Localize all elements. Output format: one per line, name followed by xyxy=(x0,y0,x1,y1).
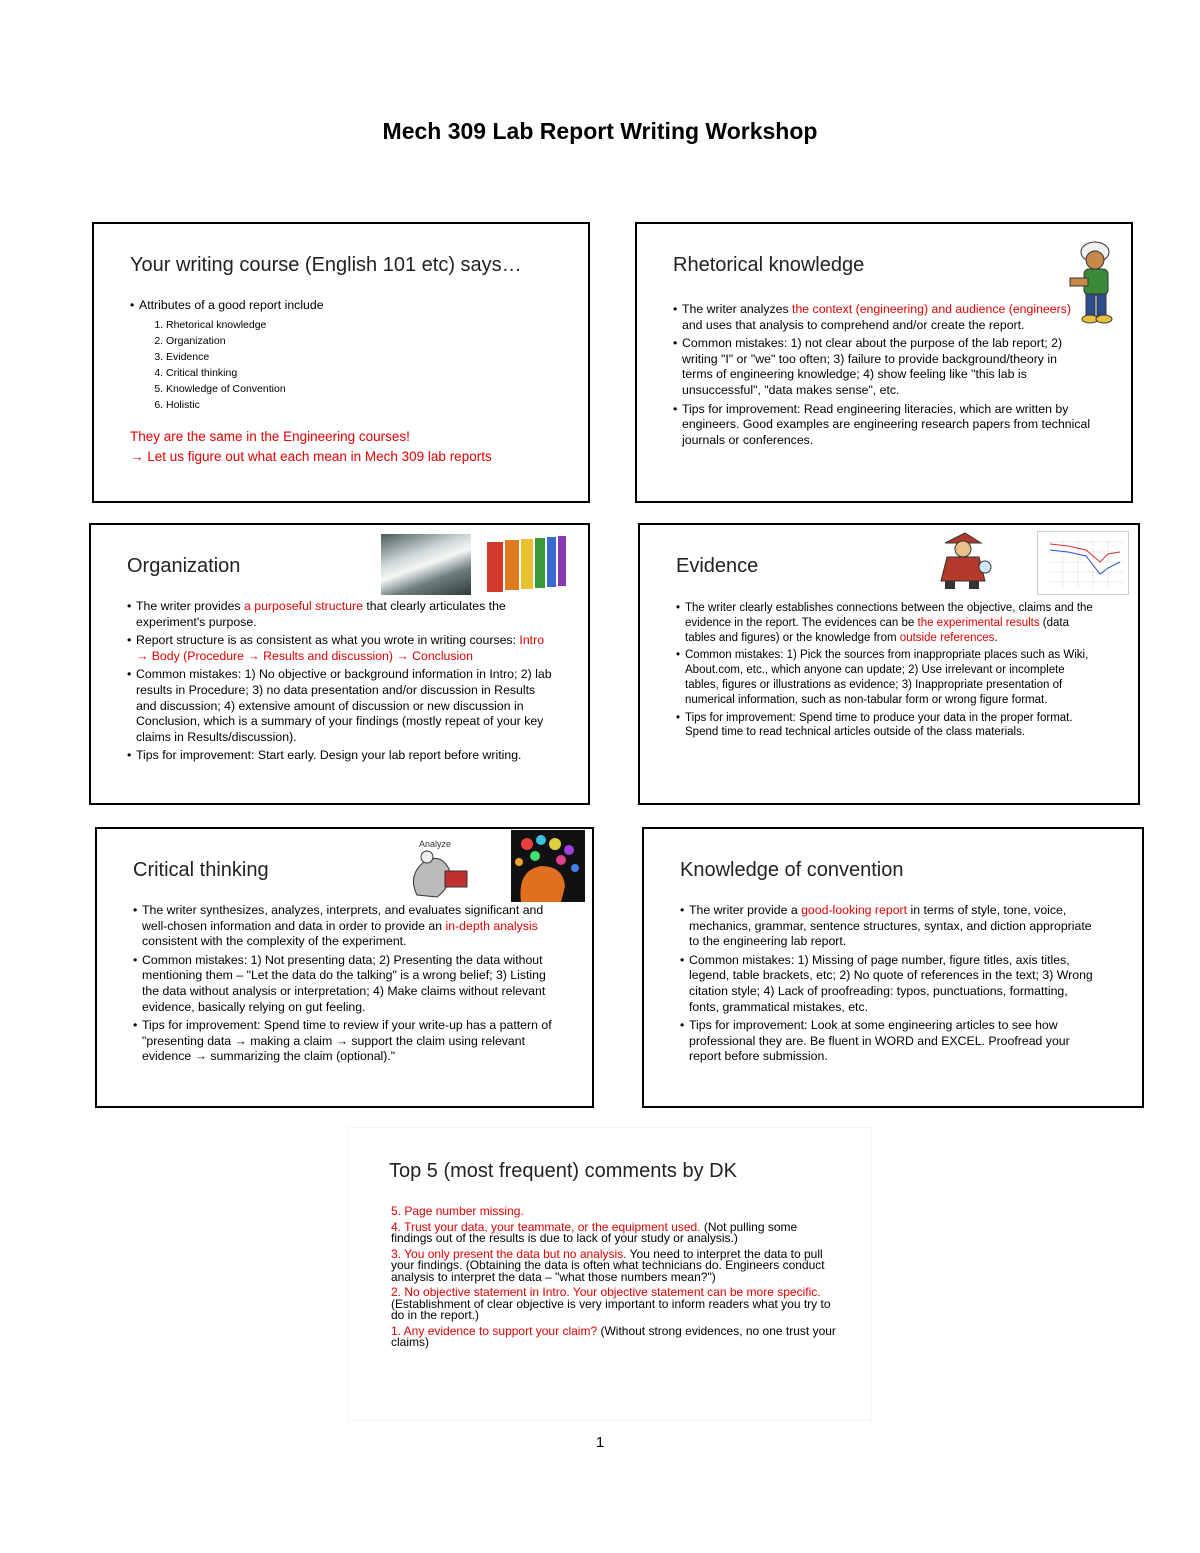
slide-body xyxy=(673,302,1091,451)
slide-title: Your writing course (English 101 etc) says… xyxy=(130,254,522,276)
bullet: • Tips for improvement: Start early. Design your lab report before writing. xyxy=(127,748,557,764)
binders-photo xyxy=(483,534,573,595)
slide-top5-comments xyxy=(348,1127,872,1421)
slide-body xyxy=(130,298,570,467)
slide-title: Rhetorical knowledge xyxy=(673,254,865,276)
list-item: 6. Holistic xyxy=(166,397,570,413)
analysis-cartoon xyxy=(397,835,479,903)
attributes-list xyxy=(130,317,570,413)
bullet: • The writer provides a purposeful structure that clearly articulates the experiment's purpose. xyxy=(127,599,557,630)
bullet: • The writer analyzes the context (engineering) and audience (engineers) and uses that analysis to comprehend and/or create the report. xyxy=(673,302,1091,333)
bullet: • Tips for improvement: Spend time to produce your data in the proper format. Spend time to read technical articles outside of the class materials. xyxy=(676,711,1101,741)
slide-critical-thinking xyxy=(95,827,594,1108)
slide-body xyxy=(133,903,553,1068)
slide-writing-course xyxy=(92,222,590,503)
list-item: 4. Critical thinking xyxy=(166,365,570,381)
bullet: • Attributes of a good report include xyxy=(130,298,570,314)
comment-3: 3. You only present the data but no analysis. You need to interpret the data to pull your findings. (Obtaining the data is often what technicians do. Engineers conduct analysis to interpret the data – "what those numbers mean?") xyxy=(391,1246,825,1284)
comment-5: 5. Page number missing. xyxy=(391,1204,524,1218)
list-item: 2. Organization xyxy=(166,333,570,349)
bullet: • Report structure is as consistent as what you wrote in writing courses: Intro → Body (Procedure → Results and discussion) → Conclusion xyxy=(127,633,557,664)
slide-title: Organization xyxy=(127,555,241,577)
slide-evidence xyxy=(638,523,1140,805)
slide-organization xyxy=(89,523,590,805)
slide-body xyxy=(127,599,557,767)
comment-4: 4. Trust your data, your teammate, or the equipment used. (Not pulling some findings out of the results is due to lack of your study or analysis.) xyxy=(391,1219,798,1245)
bullet: • Common mistakes: 1) not clear about the purpose of the lab report; 2) writing "I" or "we" too often; 3) failure to provide background/theory in terms of engineering knowledge; 4) show feeling like "this lab is unsuccessful", "data makes sense", etc. xyxy=(673,336,1091,398)
list-item: 3. Evidence xyxy=(166,349,570,365)
comment-1: 1. Any evidence to support your claim? (Without strong evidences, no one trust your claims) xyxy=(391,1323,836,1349)
list-item: 5. Knowledge of Convention xyxy=(166,381,570,397)
slide-rhetorical-knowledge xyxy=(635,222,1133,503)
slide-title: Evidence xyxy=(676,555,759,577)
brain-ideas-illustration xyxy=(511,830,585,902)
slide-body xyxy=(391,1206,841,1353)
bullet: • Tips for improvement: Spend time to review if your write-up has a pattern of "presenting data → making a claim → support the claim using relevant evidence → summarizing the claim (optional)." xyxy=(133,1018,553,1065)
note: → Let us figure out what each mean in Mech 309 lab reports xyxy=(130,448,492,464)
bullet: • The writer synthesizes, analyzes, interprets, and evaluates significant and well-chosen information and data in order to provide an in-depth analysis consistent with the complexity of the experiment. xyxy=(133,903,553,950)
bullet: • The writer provide a good-looking report in terms of style, tone, voice, mechanics, grammar, sentence structures, syntax, and diction appropriate to the engineering lab report. xyxy=(680,903,1100,950)
bullet: • Tips for improvement: Read engineering literacies, which are written by engineers. Good examples are engineering research papers from technical journals or conferences. xyxy=(673,402,1091,449)
slide-knowledge-of-convention xyxy=(642,827,1144,1108)
line-chart-thumbnail xyxy=(1037,531,1129,595)
list-item: 1. Rhetorical knowledge xyxy=(166,317,570,333)
comment-2: 2. No objective statement in Intro. Your objective statement can be more specific. (Establishment of clear objective is very important to inform readers what you try to do in the report.) xyxy=(391,1285,831,1322)
slide-title: Top 5 (most frequent) comments by DK xyxy=(389,1160,737,1182)
river-photo xyxy=(381,534,471,595)
page-title: Mech 309 Lab Report Writing Workshop xyxy=(382,118,818,144)
note: They are the same in the Engineering courses! xyxy=(130,428,410,444)
detective-illustration xyxy=(925,529,997,591)
bullet: • Common mistakes: 1) Not presenting data; 2) Presenting the data without mentioning them – "Let the data do the talking" is a wrong belief; 3) Listing the data without analysis or interpretation; 4) Make claims without relevant evidence, basically relying on gut feeling. xyxy=(133,953,553,1015)
bullet: • Common mistakes: 1) Missing of page number, figure titles, axis titles, legend, table brackets, etc; 2) No quote of references in the text; 3) Wrong citation style; 4) Lack of proofreading: typos, punctuations, formatting, fonts, grammatical mistakes, etc. xyxy=(680,953,1100,1015)
bullet: • The writer clearly establishes connections between the objective, claims and the evidence in the report. The evidences can be the experimental results (data tables and figures) or the knowledge from outside references. xyxy=(676,601,1101,645)
bullet: • Common mistakes: 1) No objective or background information in Intro; 2) lab results in Procedure; 3) no data presentation and/or discussion in Results and discussion; 4) extensive amount of discussion or new discussion in Conclusion, which is a summary of your findings (mostly repeat of your key claims in Results/discussion). xyxy=(127,667,557,745)
slide-title: Knowledge of convention xyxy=(680,859,904,881)
slide-title: Critical thinking xyxy=(133,859,269,881)
page-number: 1 xyxy=(595,1434,605,1451)
slide-body xyxy=(680,903,1100,1068)
svg-text:Analyze: Analyze xyxy=(419,839,452,849)
bullet: • Common mistakes: 1) Pick the sources from inappropriate places such as Wiki, About.com, etc., which anyone can update; 2) Use irrelevant or incomplete tables, figures or illustrations as evidence; 3) Inappropriate presentation of numerical information, such as non-tabular form or wrong figure format. xyxy=(676,648,1101,707)
slide-body xyxy=(676,601,1101,743)
bullet: • Tips for improvement: Look at some engineering articles to see how professional they are. Be fluent in WORD and EXCEL. Proofread your report before submission. xyxy=(680,1018,1100,1065)
